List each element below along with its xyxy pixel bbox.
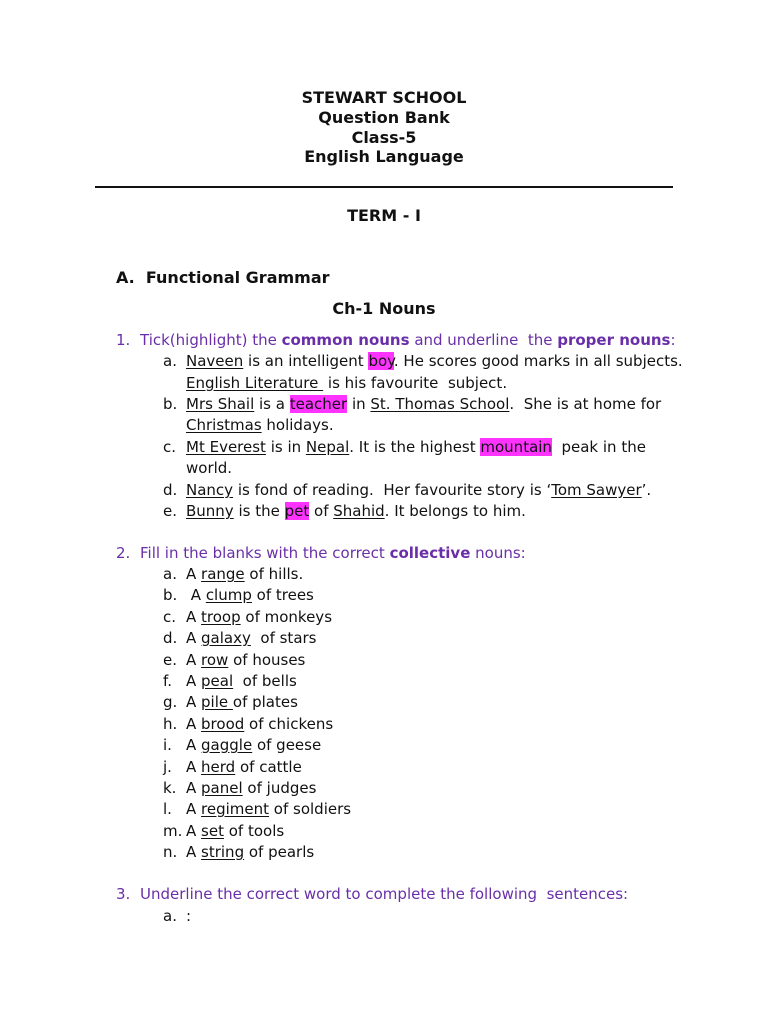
question-keyword: collective: [389, 544, 471, 562]
collective-noun-answer: range: [201, 565, 245, 583]
list-item: [186, 779, 316, 797]
item-label: i.: [163, 736, 172, 754]
item-label: j.: [163, 758, 172, 776]
question-number: 1.: [116, 331, 131, 349]
item-label: a.: [163, 352, 177, 370]
collective-noun-answer: troop: [201, 608, 241, 626]
proper-noun: Christmas: [186, 416, 262, 434]
document-type: Question Bank: [318, 108, 450, 127]
sentence-text: of stars: [250, 629, 317, 647]
question-number: 3.: [116, 885, 131, 903]
sentence-text: is fond of reading. Her favourite story is ‘: [233, 481, 552, 499]
common-noun-highlight: teacher: [289, 395, 348, 413]
proper-noun: Naveen: [186, 352, 244, 370]
sentence-text: of tools: [223, 822, 285, 840]
item-label: d.: [163, 629, 178, 647]
sentence-text: of monkeys: [240, 608, 333, 626]
sentence-text: peak in the: [551, 438, 646, 456]
question-number: 2.: [116, 544, 131, 562]
sentence-text: A: [186, 565, 202, 583]
school-name: STEWART SCHOOL: [301, 88, 467, 107]
list-item: [186, 715, 333, 733]
common-noun-highlight: mountain: [480, 438, 552, 456]
list-item: [186, 629, 317, 647]
collective-noun-answer: brood: [201, 715, 245, 733]
question-keyword: common nouns: [281, 331, 410, 349]
sentence-text: is a: [254, 395, 290, 413]
question-3: [116, 885, 628, 903]
sentence-text: of trees: [251, 586, 314, 604]
sentence-text: A: [186, 693, 202, 711]
sentence-text: . She is at home for: [509, 395, 662, 413]
sentence-text: holidays.: [261, 416, 334, 434]
question-text: Underline the correct word to complete the following sentences:: [140, 885, 629, 903]
sentence-text: A: [186, 608, 202, 626]
sentence-text: of chickens: [244, 715, 334, 733]
list-item: [186, 608, 332, 626]
list-item: [186, 651, 305, 669]
sentence-text: . It belongs to him.: [384, 502, 526, 520]
proper-noun: English Literature: [186, 374, 324, 392]
sentence-text: of geese: [252, 736, 322, 754]
proper-noun: Nepal: [305, 438, 350, 456]
collective-noun-answer: regiment: [201, 800, 270, 818]
collective-noun-answer: panel: [201, 779, 243, 797]
sentence-text: A: [186, 779, 202, 797]
question-1: [116, 331, 676, 349]
sentence-text: is his favourite subject.: [323, 374, 508, 392]
list-item: [186, 800, 351, 818]
sentence-text: A: [186, 672, 202, 690]
question-text: Tick(highlight) the: [140, 331, 282, 349]
list-item: [186, 693, 298, 711]
section-heading: [116, 268, 330, 287]
sentence-text: A: [186, 758, 202, 776]
proper-noun: Tom Sawyer: [551, 481, 642, 499]
item-label: n.: [163, 843, 178, 861]
item-label: m.: [163, 822, 183, 840]
sentence-text: of cattle: [235, 758, 302, 776]
proper-noun: Mt Everest: [186, 438, 266, 456]
sentence-line: [186, 459, 232, 477]
term-label: TERM - I: [347, 206, 421, 225]
sentence-text: A: [186, 843, 202, 861]
sentence-text: ’.: [641, 481, 652, 499]
sentence-line: [186, 352, 683, 370]
list-item: [186, 672, 297, 690]
item-label: d.: [163, 481, 178, 499]
proper-noun: Bunny: [186, 502, 234, 520]
common-noun-highlight: pet: [284, 502, 310, 520]
sentence-text: is an intelligent: [243, 352, 369, 370]
collective-noun-answer: peal: [201, 672, 234, 690]
sentence-text: . He scores good marks in all subjects.: [393, 352, 683, 370]
item-label: l.: [163, 800, 172, 818]
proper-noun: Shahid: [333, 502, 385, 520]
question-text: nouns:: [470, 544, 526, 562]
subject-label: English Language: [304, 147, 464, 166]
item-label: f.: [163, 672, 172, 690]
collective-noun-answer: herd: [201, 758, 236, 776]
item-label: g.: [163, 693, 178, 711]
proper-noun: St. Thomas School: [370, 395, 510, 413]
sentence-text: A: [186, 715, 202, 733]
collective-noun-answer: pile: [201, 693, 233, 711]
sentence-text: . It is the highest: [349, 438, 481, 456]
sentence-line: [186, 438, 646, 456]
common-noun-highlight: boy: [368, 352, 394, 370]
item-label: k.: [163, 779, 177, 797]
sentence-text: of judges: [242, 779, 317, 797]
sentence-text: A: [186, 586, 206, 604]
sentence-text: A: [186, 822, 202, 840]
item-label: h.: [163, 715, 178, 733]
proper-noun: Mrs Shail: [186, 395, 255, 413]
sentence-text: of bells: [233, 672, 297, 690]
collective-noun-answer: set: [201, 822, 224, 840]
sentence-text: of: [309, 502, 334, 520]
question-2: [116, 544, 526, 562]
question-text: Fill in the blanks with the correct: [140, 544, 390, 562]
sentence-text: of soldiers: [269, 800, 352, 818]
proper-noun: Nancy: [186, 481, 234, 499]
class-label: Class-5: [351, 128, 417, 147]
collective-noun-answer: galaxy: [201, 629, 251, 647]
collective-noun-answer: gaggle: [201, 736, 253, 754]
item-label: a.: [163, 907, 177, 925]
sentence-text: in: [347, 395, 371, 413]
collective-noun-answer: row: [201, 651, 229, 669]
sentence-text: A: [186, 800, 202, 818]
sentence-line: :: [186, 907, 192, 925]
question-keyword: proper nouns: [557, 331, 671, 349]
sentence-text: A: [186, 736, 202, 754]
list-item: [186, 736, 321, 754]
list-item: [186, 565, 303, 583]
item-label: c.: [163, 438, 177, 456]
sentence-line: [186, 416, 334, 434]
sentence-line: [186, 481, 651, 499]
item-label: a.: [163, 565, 177, 583]
list-item: [186, 758, 302, 776]
sentence-line: [186, 374, 507, 392]
sentence-text: A: [186, 629, 202, 647]
sentence-text: of hills.: [244, 565, 304, 583]
sentence-text: of plates: [232, 693, 298, 711]
chapter-title: Ch-1 Nouns: [332, 299, 436, 318]
sentence-text: is in: [265, 438, 306, 456]
question-text: and underline the: [409, 331, 558, 349]
list-item: [186, 843, 314, 861]
section-title: Functional Grammar: [145, 268, 330, 287]
sentence-text: of houses: [228, 651, 306, 669]
question-text: :: [670, 331, 676, 349]
sentence-text: is the: [233, 502, 285, 520]
sentence-text: of pearls: [244, 843, 315, 861]
sentence-text: world.: [186, 459, 233, 477]
section-letter: A.: [116, 268, 135, 287]
item-label: e.: [163, 502, 177, 520]
item-label: b.: [163, 395, 178, 413]
collective-noun-answer: clump: [205, 586, 252, 604]
list-item: [186, 586, 314, 604]
sentence-text: A: [186, 651, 202, 669]
item-label: c.: [163, 608, 177, 626]
item-label: e.: [163, 651, 177, 669]
item-label: b.: [163, 586, 178, 604]
sentence-line: [186, 502, 526, 520]
collective-noun-answer: string: [201, 843, 245, 861]
list-item: [186, 822, 284, 840]
sentence-line: [186, 395, 661, 413]
header-divider: [95, 186, 673, 188]
